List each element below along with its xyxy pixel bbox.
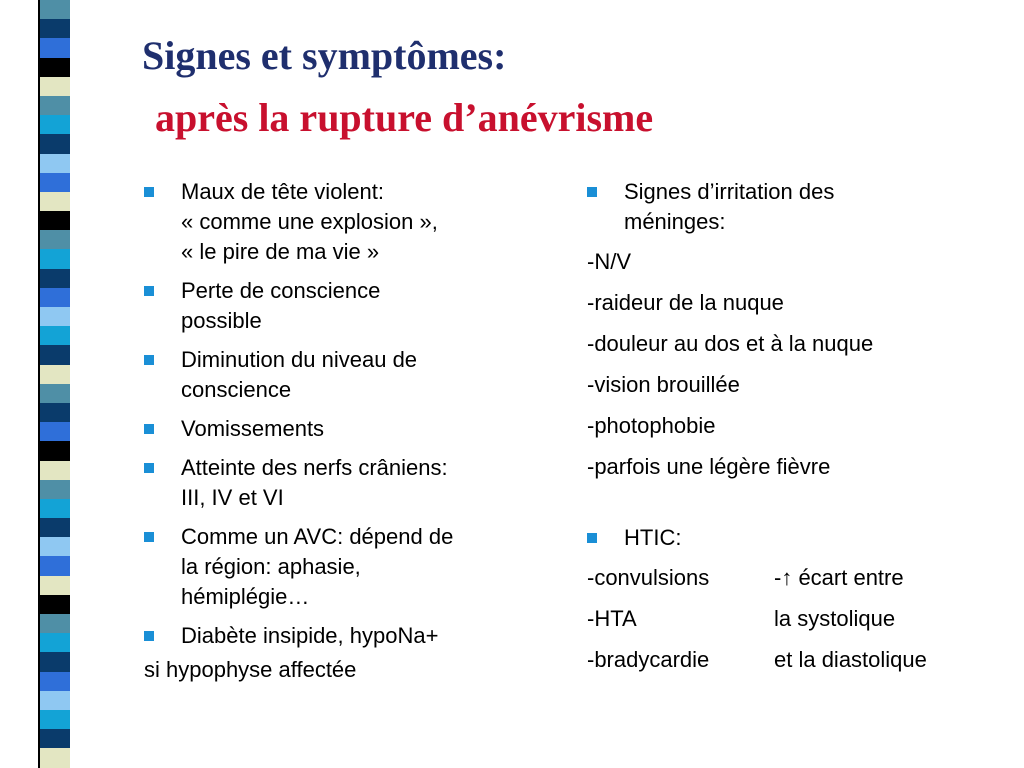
stripe-block [40, 537, 70, 556]
stripe-block [40, 595, 70, 614]
right-column [587, 177, 1007, 686]
bullet-square-icon [144, 631, 154, 641]
htic-title: HTIC: [624, 525, 682, 550]
bullet-square-icon [144, 355, 154, 365]
list-item [144, 414, 554, 444]
stripe-block [40, 461, 70, 480]
slide-subtitle: après la rupture d’anévrisme [155, 95, 654, 140]
list-item-text: III, IV et VI [181, 485, 284, 510]
list-item-text: Atteinte des nerfs crâniens: [181, 455, 448, 480]
slide-title: Signes et symptômes: [142, 33, 507, 78]
list-item [144, 522, 554, 612]
symptom-line: -N/V [587, 249, 631, 274]
list-item [144, 621, 554, 651]
htic-sign: -convulsions [587, 565, 710, 590]
stripe-block [40, 403, 70, 422]
meninges-title: méninges: [624, 209, 726, 234]
stripe-block [40, 154, 70, 173]
stripe-block [40, 614, 70, 633]
list-item-text: « comme une explosion », [181, 209, 438, 234]
stripe-block [40, 288, 70, 307]
stripe-block [40, 307, 70, 326]
stripe-block [40, 0, 70, 19]
stripe-block [40, 326, 70, 345]
list-item [587, 523, 1007, 553]
htic-row [587, 604, 1007, 634]
stripe-block [40, 269, 70, 288]
stripe-block [40, 19, 70, 38]
stripe-block [40, 710, 70, 729]
list-item-text: « le pire de ma vie » [181, 239, 380, 264]
htic-note: et la diastolique [774, 647, 927, 672]
list-item-text: possible [181, 308, 262, 333]
list-item-text: conscience [181, 377, 292, 402]
symptom-line: -douleur au dos et à la nuque [587, 331, 874, 356]
stripe-block [40, 576, 70, 595]
stripe-block [40, 58, 70, 77]
list-item-text: la région: aphasie, [181, 554, 361, 579]
list-item [144, 276, 554, 336]
stripe-block [40, 672, 70, 691]
left-column [144, 177, 554, 685]
stripe-block [40, 499, 70, 518]
stripe-block [40, 230, 70, 249]
stripe-block [40, 173, 70, 192]
trailing-note: si hypophyse affectée [144, 657, 357, 682]
bullet-square-icon [144, 463, 154, 473]
symptom-line: -parfois une légère fièvre [587, 454, 831, 479]
meninges-title: Signes d’irritation des [624, 179, 835, 204]
htic-note: -↑ écart entre [774, 565, 904, 590]
htic-row [587, 563, 1007, 593]
stripe-block [40, 441, 70, 460]
stripe-block [40, 249, 70, 268]
bullet-square-icon [144, 187, 154, 197]
bullet-square-icon [587, 187, 597, 197]
stripe-block [40, 518, 70, 537]
stripe-block [40, 384, 70, 403]
symptom-line: -vision brouillée [587, 372, 740, 397]
bullet-square-icon [144, 532, 154, 542]
stripe-block [40, 480, 70, 499]
htic-sign: -HTA [587, 606, 637, 631]
list-item-text: Diabète insipide, hypoNa+ [181, 623, 439, 648]
stripe-block [40, 422, 70, 441]
list-item-text: hémiplégie… [181, 584, 310, 609]
stripe-block [40, 365, 70, 384]
stripe-block [40, 652, 70, 671]
stripe-block [40, 556, 70, 575]
list-item-text: Diminution du niveau de [181, 347, 418, 372]
stripe-block [40, 77, 70, 96]
list-item-text: Perte de conscience [181, 278, 381, 303]
bullet-square-icon [144, 424, 154, 434]
bullet-square-icon [587, 533, 597, 543]
list-item [144, 177, 554, 267]
stripe-block [40, 633, 70, 652]
htic-row [587, 645, 1007, 675]
decorative-stripe [40, 0, 70, 768]
list-item-text: Maux de tête violent: [181, 179, 385, 204]
stripe-block [40, 192, 70, 211]
list-item-text: Vomissements [181, 416, 325, 441]
htic-sign: -bradycardie [587, 647, 710, 672]
bullet-square-icon [144, 286, 154, 296]
stripe-block [40, 748, 70, 767]
stripe-block [40, 691, 70, 710]
htic-note: la systolique [774, 606, 896, 631]
symptom-line: -photophobie [587, 413, 716, 438]
symptom-line: -raideur de la nuque [587, 290, 784, 315]
stripe-block [40, 38, 70, 57]
stripe-block [40, 96, 70, 115]
stripe-block [40, 134, 70, 153]
list-item [587, 177, 1007, 237]
stripe-block [40, 345, 70, 364]
list-item [144, 345, 554, 405]
stripe-block [40, 211, 70, 230]
stripe-block [40, 115, 70, 134]
list-item-text: Comme un AVC: dépend de [181, 524, 454, 549]
stripe-block [40, 729, 70, 748]
list-item [144, 453, 554, 513]
